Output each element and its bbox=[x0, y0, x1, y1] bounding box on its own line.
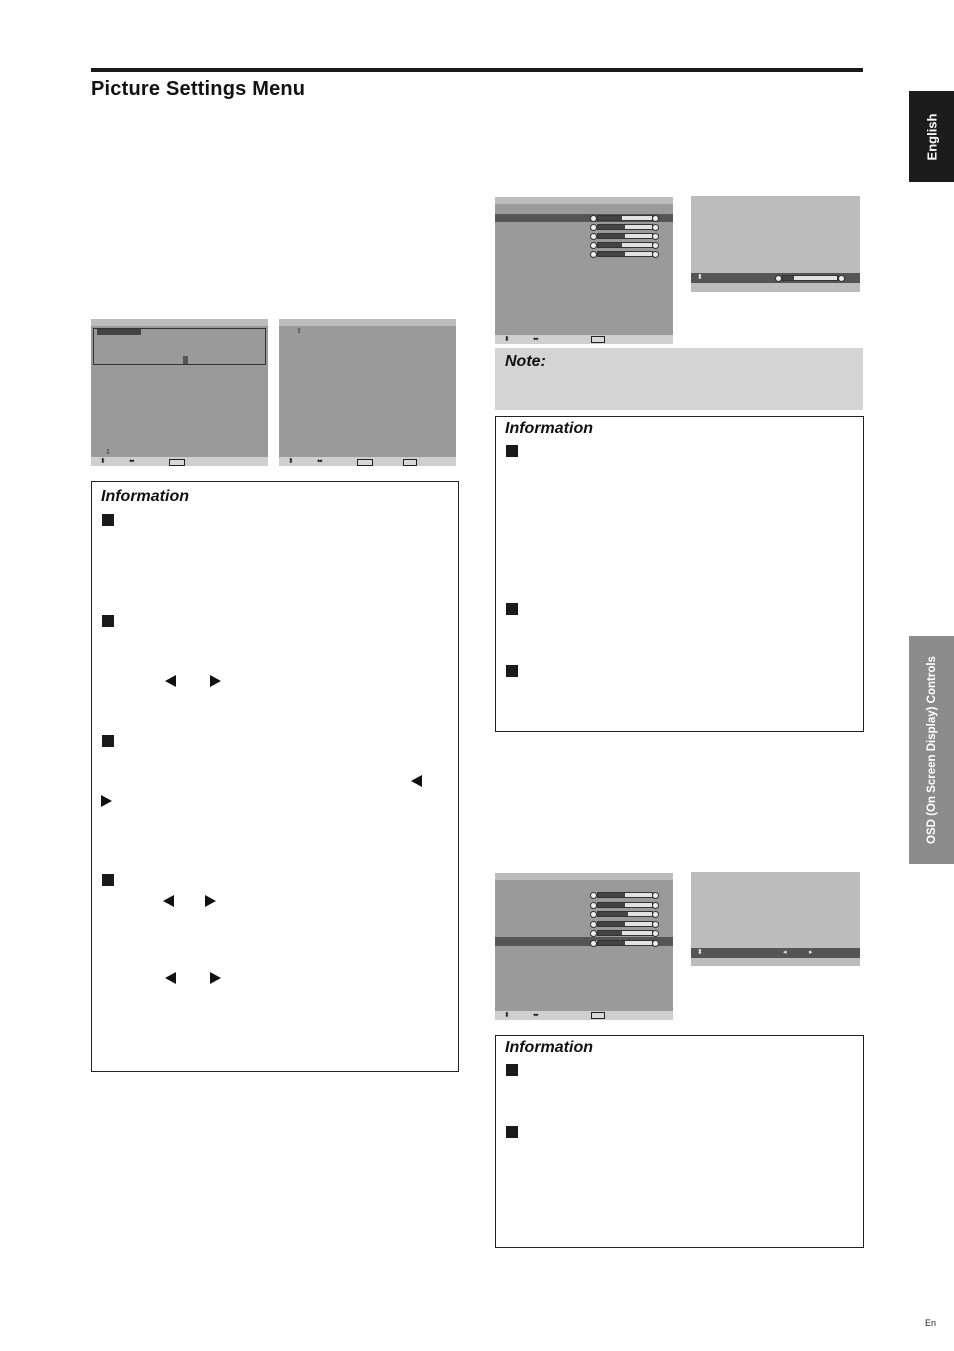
plus-icon bbox=[652, 224, 659, 231]
triangle-left-icon bbox=[163, 895, 174, 907]
key-box bbox=[357, 459, 373, 466]
black-square-icon bbox=[102, 874, 114, 886]
setting-slider[interactable] bbox=[597, 224, 653, 230]
tab-english-label: English bbox=[924, 113, 939, 160]
plus-icon bbox=[652, 921, 659, 928]
key-box bbox=[403, 459, 417, 466]
tab-osd-controls[interactable] bbox=[909, 636, 954, 864]
setting-slider-fill bbox=[598, 912, 628, 916]
adjust-slider[interactable] bbox=[782, 275, 838, 281]
triangle-right-icon bbox=[210, 675, 221, 687]
osd-screen-submenu bbox=[279, 319, 456, 466]
left-right-arrow-icon: ⬌ bbox=[129, 457, 135, 465]
up-down-arrow-icon: ⬍ bbox=[697, 273, 703, 281]
minus-icon bbox=[590, 921, 597, 928]
note-heading: Note: bbox=[505, 353, 546, 370]
setting-slider[interactable] bbox=[597, 911, 653, 917]
minus-icon bbox=[590, 902, 597, 909]
minus-icon bbox=[590, 233, 597, 240]
setting-slider-fill bbox=[598, 225, 625, 229]
up-down-arrow-icon: ⬍ bbox=[100, 457, 106, 465]
top-rule bbox=[91, 68, 863, 72]
minus-icon bbox=[590, 911, 597, 918]
black-square-icon bbox=[506, 1126, 518, 1138]
setting-slider[interactable] bbox=[597, 215, 653, 221]
left-right-arrow-icon: ⬌ bbox=[317, 457, 323, 465]
plus-icon bbox=[652, 251, 659, 258]
screen-top-strip bbox=[495, 873, 673, 880]
key-box bbox=[169, 459, 185, 466]
note-box bbox=[495, 348, 863, 410]
setting-slider[interactable] bbox=[597, 921, 653, 927]
setting-slider-fill bbox=[598, 903, 625, 907]
screen-bottom-bar bbox=[495, 1011, 673, 1020]
minus-icon bbox=[590, 224, 597, 231]
plus-icon bbox=[652, 892, 659, 899]
setting-slider-fill bbox=[598, 252, 625, 256]
plus-icon bbox=[652, 940, 659, 947]
left-right-arrow-icon: ⬌ bbox=[533, 335, 539, 343]
information-heading: Information bbox=[505, 1039, 593, 1056]
black-square-icon bbox=[102, 514, 114, 526]
key-box bbox=[591, 1012, 605, 1019]
setting-slider-fill bbox=[598, 941, 625, 945]
setting-slider-fill bbox=[598, 243, 622, 247]
setting-slider-fill bbox=[598, 234, 625, 238]
setting-slider[interactable] bbox=[597, 902, 653, 908]
information-box-left bbox=[91, 481, 459, 1072]
minus-icon bbox=[590, 892, 597, 899]
up-down-arrow-icon: ⬍ bbox=[288, 457, 294, 465]
setting-slider[interactable] bbox=[597, 892, 653, 898]
setting-slider-fill bbox=[598, 216, 622, 220]
plus-icon bbox=[652, 902, 659, 909]
screen-bottom-bar bbox=[495, 335, 673, 344]
select-bar-row bbox=[691, 948, 860, 958]
tab-english[interactable] bbox=[909, 91, 954, 182]
plus-icon bbox=[652, 233, 659, 240]
minus-icon bbox=[775, 275, 782, 282]
menu-cursor bbox=[183, 356, 188, 364]
up-down-arrow-icon: ⬍ bbox=[504, 1011, 510, 1019]
triangle-right-icon: ▸ bbox=[809, 948, 813, 956]
minus-icon bbox=[590, 215, 597, 222]
plus-icon bbox=[652, 911, 659, 918]
setting-slider[interactable] bbox=[597, 930, 653, 936]
triangle-right-icon bbox=[210, 972, 221, 984]
triangle-right-icon bbox=[101, 795, 112, 807]
information-heading: Information bbox=[505, 420, 593, 437]
minus-icon bbox=[590, 930, 597, 937]
screen-top-strip bbox=[91, 319, 268, 326]
up-down-arrow-icon: ⬍ bbox=[697, 948, 703, 956]
black-square-icon bbox=[102, 735, 114, 747]
setting-slider-fill bbox=[598, 893, 625, 897]
setting-slider[interactable] bbox=[597, 233, 653, 239]
information-box-right-bottom bbox=[495, 1035, 864, 1248]
information-box-right-top bbox=[495, 416, 864, 732]
black-square-icon bbox=[506, 445, 518, 457]
setting-slider-fill bbox=[598, 931, 622, 935]
black-square-icon bbox=[506, 603, 518, 615]
plus-icon bbox=[838, 275, 845, 282]
black-square-icon bbox=[102, 615, 114, 627]
menu-selected-item bbox=[97, 329, 141, 335]
up-arrow-icon: ⇧ bbox=[296, 327, 302, 335]
setting-slider[interactable] bbox=[597, 251, 653, 257]
page-language-label: En bbox=[924, 1318, 936, 1328]
setting-slider[interactable] bbox=[597, 242, 653, 248]
black-square-icon bbox=[506, 665, 518, 677]
osd-screen-picture-adjust-2 bbox=[495, 873, 673, 1020]
information-heading: Information bbox=[101, 488, 189, 505]
plus-icon bbox=[652, 930, 659, 937]
adjust-slider-fill bbox=[783, 276, 794, 280]
setting-slider-fill bbox=[598, 922, 625, 926]
osd-screen-picture-adjust bbox=[495, 197, 673, 344]
setting-slider[interactable] bbox=[597, 940, 653, 946]
minus-icon bbox=[590, 940, 597, 947]
minus-icon bbox=[590, 251, 597, 258]
plus-icon bbox=[652, 215, 659, 222]
tab-osd-label: OSD (On Screen Display) Controls bbox=[925, 656, 938, 844]
minus-icon bbox=[590, 242, 597, 249]
osd-screen-main-menu bbox=[91, 319, 268, 466]
triangle-left-icon bbox=[411, 775, 422, 787]
up-down-arrow-icon: ⬍ bbox=[504, 335, 510, 343]
black-square-icon bbox=[506, 1064, 518, 1076]
triangle-left-icon: ◂ bbox=[783, 948, 787, 956]
page-title: Picture Settings Menu bbox=[91, 78, 306, 100]
screen-top-strip bbox=[279, 319, 456, 326]
osd-screen-select-bar bbox=[691, 872, 860, 966]
plus-icon bbox=[652, 242, 659, 249]
triangle-right-icon bbox=[205, 895, 216, 907]
osd-screen-adjust-bar bbox=[691, 196, 860, 292]
left-right-arrow-icon: ⬌ bbox=[533, 1011, 539, 1019]
screen-top-strip bbox=[495, 197, 673, 204]
key-box bbox=[591, 336, 605, 343]
triangle-left-icon bbox=[165, 972, 176, 984]
down-arrow-icon: ⇩ bbox=[105, 448, 111, 456]
triangle-left-icon bbox=[165, 675, 176, 687]
